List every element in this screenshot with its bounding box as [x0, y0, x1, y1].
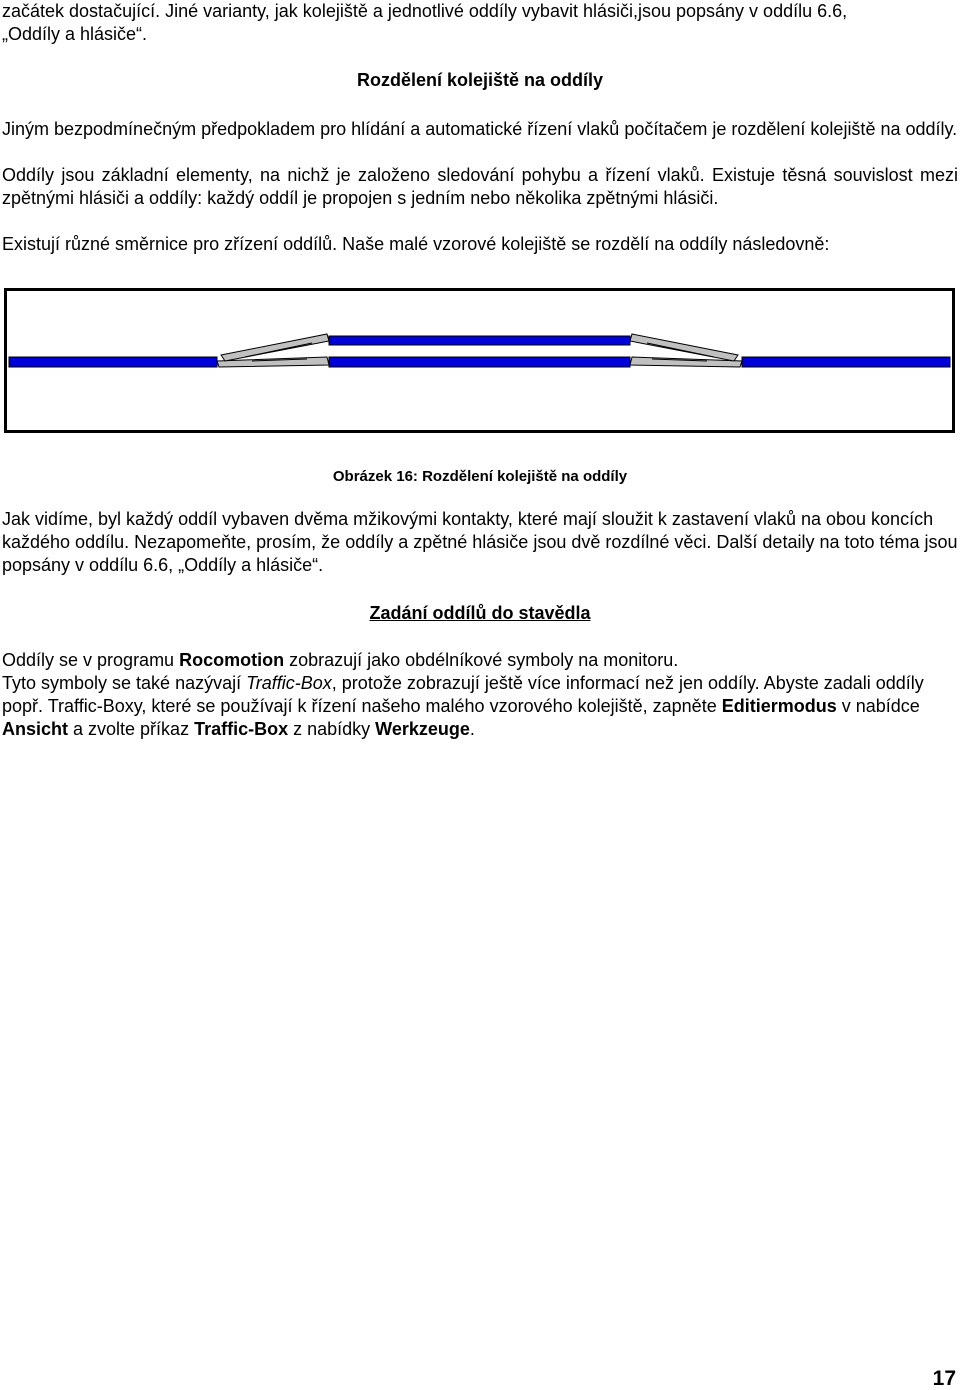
- track-diagram: [7, 291, 952, 430]
- section-heading-1: Rozdělení kolejiště na oddíly: [356, 70, 604, 90]
- paragraph-6: [2, 672, 958, 741]
- text-run: , protože zobrazují ještě více informací než jen oddíly. Abyste zadali oddíly popř. Traffic-Boxy, které se používají k řízení našeho malého vzorového kolejiště, zapněte: [2, 673, 924, 716]
- figure-caption: Obrázek 16: Rozdělení kolejiště na oddíly: [332, 468, 628, 485]
- term-editiermodus: Editiermodus: [721, 696, 837, 716]
- intro-line-1: začátek dostačující. Jiné varianty, jak kolejiště a jednotlivé oddíly vybavit hlásiči,jsou popsány v oddílu 6.6,: [2, 1, 848, 21]
- section-heading-2: Zadání oddílů do stavědla: [369, 603, 591, 623]
- term-traffic-box-command: Traffic-Box: [194, 719, 289, 739]
- turnout-left-upper: [221, 334, 329, 361]
- text-run: a zvolte příkaz: [68, 719, 195, 739]
- term-werkzeuge: Werkzeuge: [375, 719, 470, 739]
- text-run: v nabídce: [836, 696, 920, 716]
- term-traffic-box: Traffic-Box: [246, 673, 332, 693]
- paragraph-4: Jak vidíme, byl každý oddíl vybaven dvěma mžikovými kontakty, které mají sloužit k zastavení vlaků na obou koncích každého oddílu. Nezapomeňte, prosím, že oddíly a zpětné hlásiče jsou dvě rozdílné věci. Další detaily na toto téma jsou popsány v oddílu 6.6, „Oddíly a hlásiče“.: [2, 509, 958, 575]
- text-run: z nabídky: [288, 719, 376, 739]
- term-ansicht: Ansicht: [2, 719, 69, 739]
- intro-line-2: „Oddíly a hlásiče“.: [2, 24, 148, 44]
- paragraph-5: [2, 649, 958, 672]
- section-main-middle: [329, 357, 630, 367]
- intro-paragraph: [2, 0, 958, 46]
- paragraph-1: Jiným bezpodmínečným předpokladem pro hlídání a automatické řízení vlaků počítačem je rozdělení kolejiště na oddíly.: [2, 119, 958, 139]
- text-run: .: [469, 719, 475, 739]
- section-main-right: [742, 357, 950, 367]
- section-main-left: [9, 357, 217, 367]
- text-run: zobrazují jako obdélníkové symboly na monitoru.: [284, 650, 679, 670]
- text-run: Oddíly se v programu: [2, 650, 180, 670]
- paragraph-2: Oddíly jsou základní elementy, na nichž je založeno sledování pohybu a řízení vlaků. Existuje těsná souvislost mezi zpětnými hlásiči a oddíly: každý oddíl je propojen s jedním nebo několika zpětnými hlásiči.: [2, 165, 958, 208]
- paragraph-3: Existují různé směrnice pro zřízení oddílů. Naše malé vzorové kolejiště se rozdělí na oddíly následovně:: [2, 234, 830, 254]
- turnout-right-upper: [630, 334, 738, 361]
- text-run: Tyto symboly se také nazývají: [2, 673, 247, 693]
- program-name: Rocomotion: [179, 650, 285, 670]
- section-siding: [329, 336, 630, 345]
- track-layout-figure: [4, 288, 955, 433]
- page-number: 17: [932, 1367, 956, 1390]
